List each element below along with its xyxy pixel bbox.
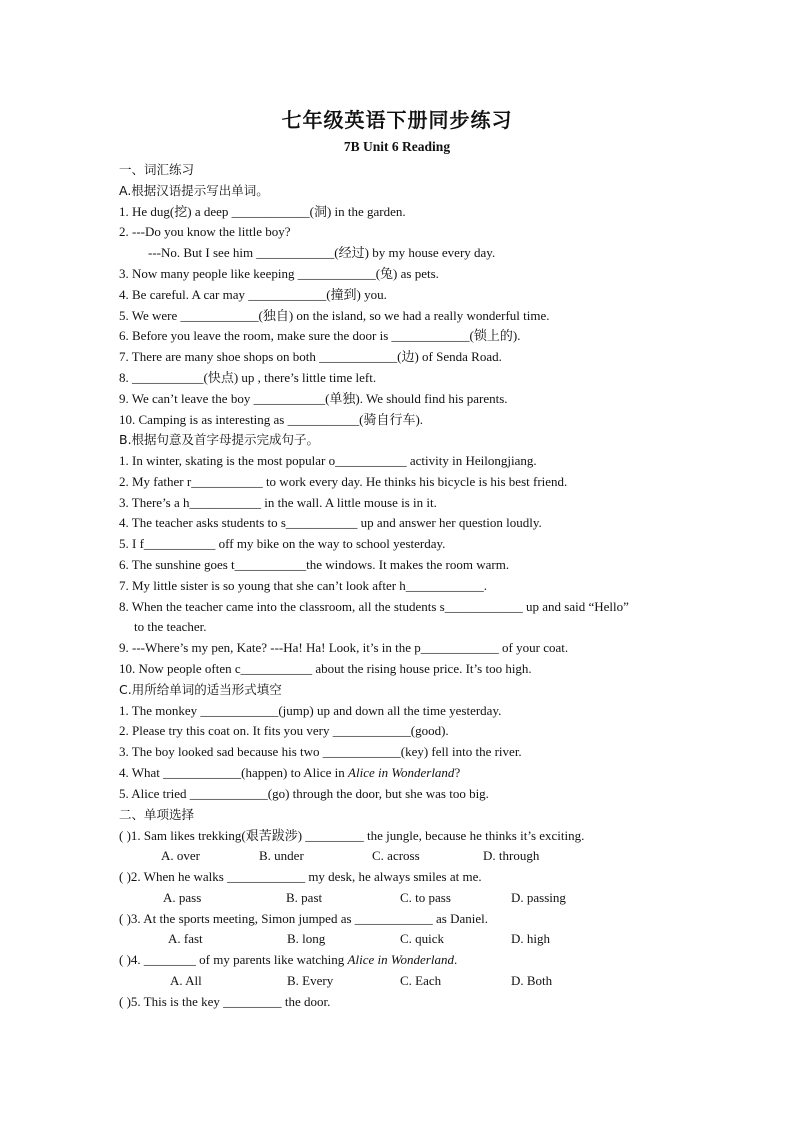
partC-heading: C.用所给单词的适当形式填空 [119, 682, 282, 697]
partB-item: 7. My little sister is so young that she can’t look after h____________. [119, 578, 488, 593]
partA-item: 10. Camping is as interesting as ___________(骑自行车). [119, 412, 424, 427]
mc-question-2: ( )2. When he walks ____________ my desk, he always smiles at me. [119, 869, 482, 884]
mc-question-4 [119, 951, 457, 969]
partA-item: 9. We can’t leave the boy ___________(单独). We should find his parents. [119, 391, 508, 406]
partA-heading: A.根据汉语提示写出单词。 [119, 183, 269, 198]
partB-item: 9. ---Where’s my pen, Kate? ---Ha! Ha! Look, it’s in the p____________ of your coat. [119, 640, 569, 655]
mc-option: D. high [511, 931, 550, 946]
partC-item-4-end: ? [454, 765, 461, 780]
mc-option: A. over [161, 848, 200, 863]
mc-option: C. across [372, 848, 420, 863]
section2-heading: 二、单项选择 [119, 807, 195, 822]
partC-item-4-text: 4. What ____________(happen) to Alice in [119, 765, 349, 780]
partA-item: 6. Before you leave the room, make sure the door is ____________(锁上的). [119, 328, 521, 343]
partA-item: 7. There are many shoe shops on both ____________(边) of Senda Road. [119, 349, 502, 364]
partB-item: 6. The sunshine goes t___________the windows. It makes the room warm. [119, 557, 510, 572]
partC-item-4 [119, 764, 460, 782]
partB-item: 10. Now people often c___________ about the rising house price. It’s too high. [119, 661, 532, 676]
partC-item: 3. The boy looked sad because his two ____________(key) fell into the river. [119, 744, 522, 759]
page-subtitle: 7B Unit 6 Reading [343, 139, 451, 154]
mc-option: D. through [483, 848, 540, 863]
section1-heading: 一、词汇练习 [119, 162, 195, 177]
mc-option: A. All [170, 973, 202, 988]
partA-item: 4. Be careful. A car may ____________(撞到) you. [119, 287, 387, 302]
book-title: Alice in Wonderland [348, 765, 455, 780]
partB-item: to the teacher. [134, 619, 207, 634]
partB-item: 4. The teacher asks students to s___________ up and answer her question loudly. [119, 515, 542, 530]
mc-question-4-end: . [453, 952, 458, 967]
mc-option: A. pass [163, 890, 202, 905]
partB-item: 1. In winter, skating is the most popular o___________ activity in Heilongjiang. [119, 453, 537, 468]
mc-option: C. Each [400, 973, 442, 988]
mc-option: B. long [287, 931, 326, 946]
partB-item: 3. There’s a h___________ in the wall. A little mouse is in it. [119, 495, 437, 510]
mc-question-3: ( )3. At the sports meeting, Simon jumped as ____________ as Daniel. [119, 911, 489, 926]
partC-item: 2. Please try this coat on. It fits you very ____________(good). [119, 723, 449, 738]
mc-option: C. to pass [400, 890, 451, 905]
partA-item: 8. ___________(快点) up , there’s little time left. [119, 370, 377, 385]
partA-item: 2. ---Do you know the little boy? [119, 224, 291, 239]
mc-option: B. past [286, 890, 323, 905]
mc-option: B. Every [287, 973, 334, 988]
partA-item: 3. Now many people like keeping ____________(兔) as pets. [119, 266, 439, 281]
mc-question-5: ( )5. This is the key _________ the door. [119, 994, 331, 1009]
partA-item: ---No. But I see him ____________(经过) by my house every day. [148, 245, 496, 260]
partA-item: 5. We were ____________(独自) on the island, so we had a really wonderful time. [119, 308, 550, 323]
page-title: 七年级英语下册同步练习 [281, 108, 513, 132]
partB-heading: B.根据句意及首字母提示完成句子。 [119, 432, 320, 447]
partB-item: 5. I f___________ off my bike on the way to school yesterday. [119, 536, 446, 551]
mc-option: D. passing [511, 890, 566, 905]
book-title: Alice in Wonderland [347, 952, 454, 967]
mc-question-4-text: ( )4. ________ of my parents like watching [119, 952, 348, 967]
partB-item: 2. My father r___________ to work every day. He thinks his bicycle is his best friend. [119, 474, 568, 489]
mc-option: B. under [259, 848, 304, 863]
partC-item: 5. Alice tried ____________(go) through the door, but she was too big. [119, 786, 489, 801]
mc-question-1: ( )1. Sam likes trekking(艰苦跋涉) _________ the jungle, because he thinks it’s exciting. [119, 828, 585, 843]
partA-item: 1. He dug(挖) a deep ____________(洞) in the garden. [119, 204, 406, 219]
mc-option: C. quick [400, 931, 445, 946]
partC-item: 1. The monkey ____________(jump) up and down all the time yesterday. [119, 703, 502, 718]
mc-option: A. fast [168, 931, 203, 946]
partB-item: 8. When the teacher came into the classroom, all the students s____________ up and said “Hello” [119, 599, 629, 614]
mc-option: D. Both [511, 973, 553, 988]
